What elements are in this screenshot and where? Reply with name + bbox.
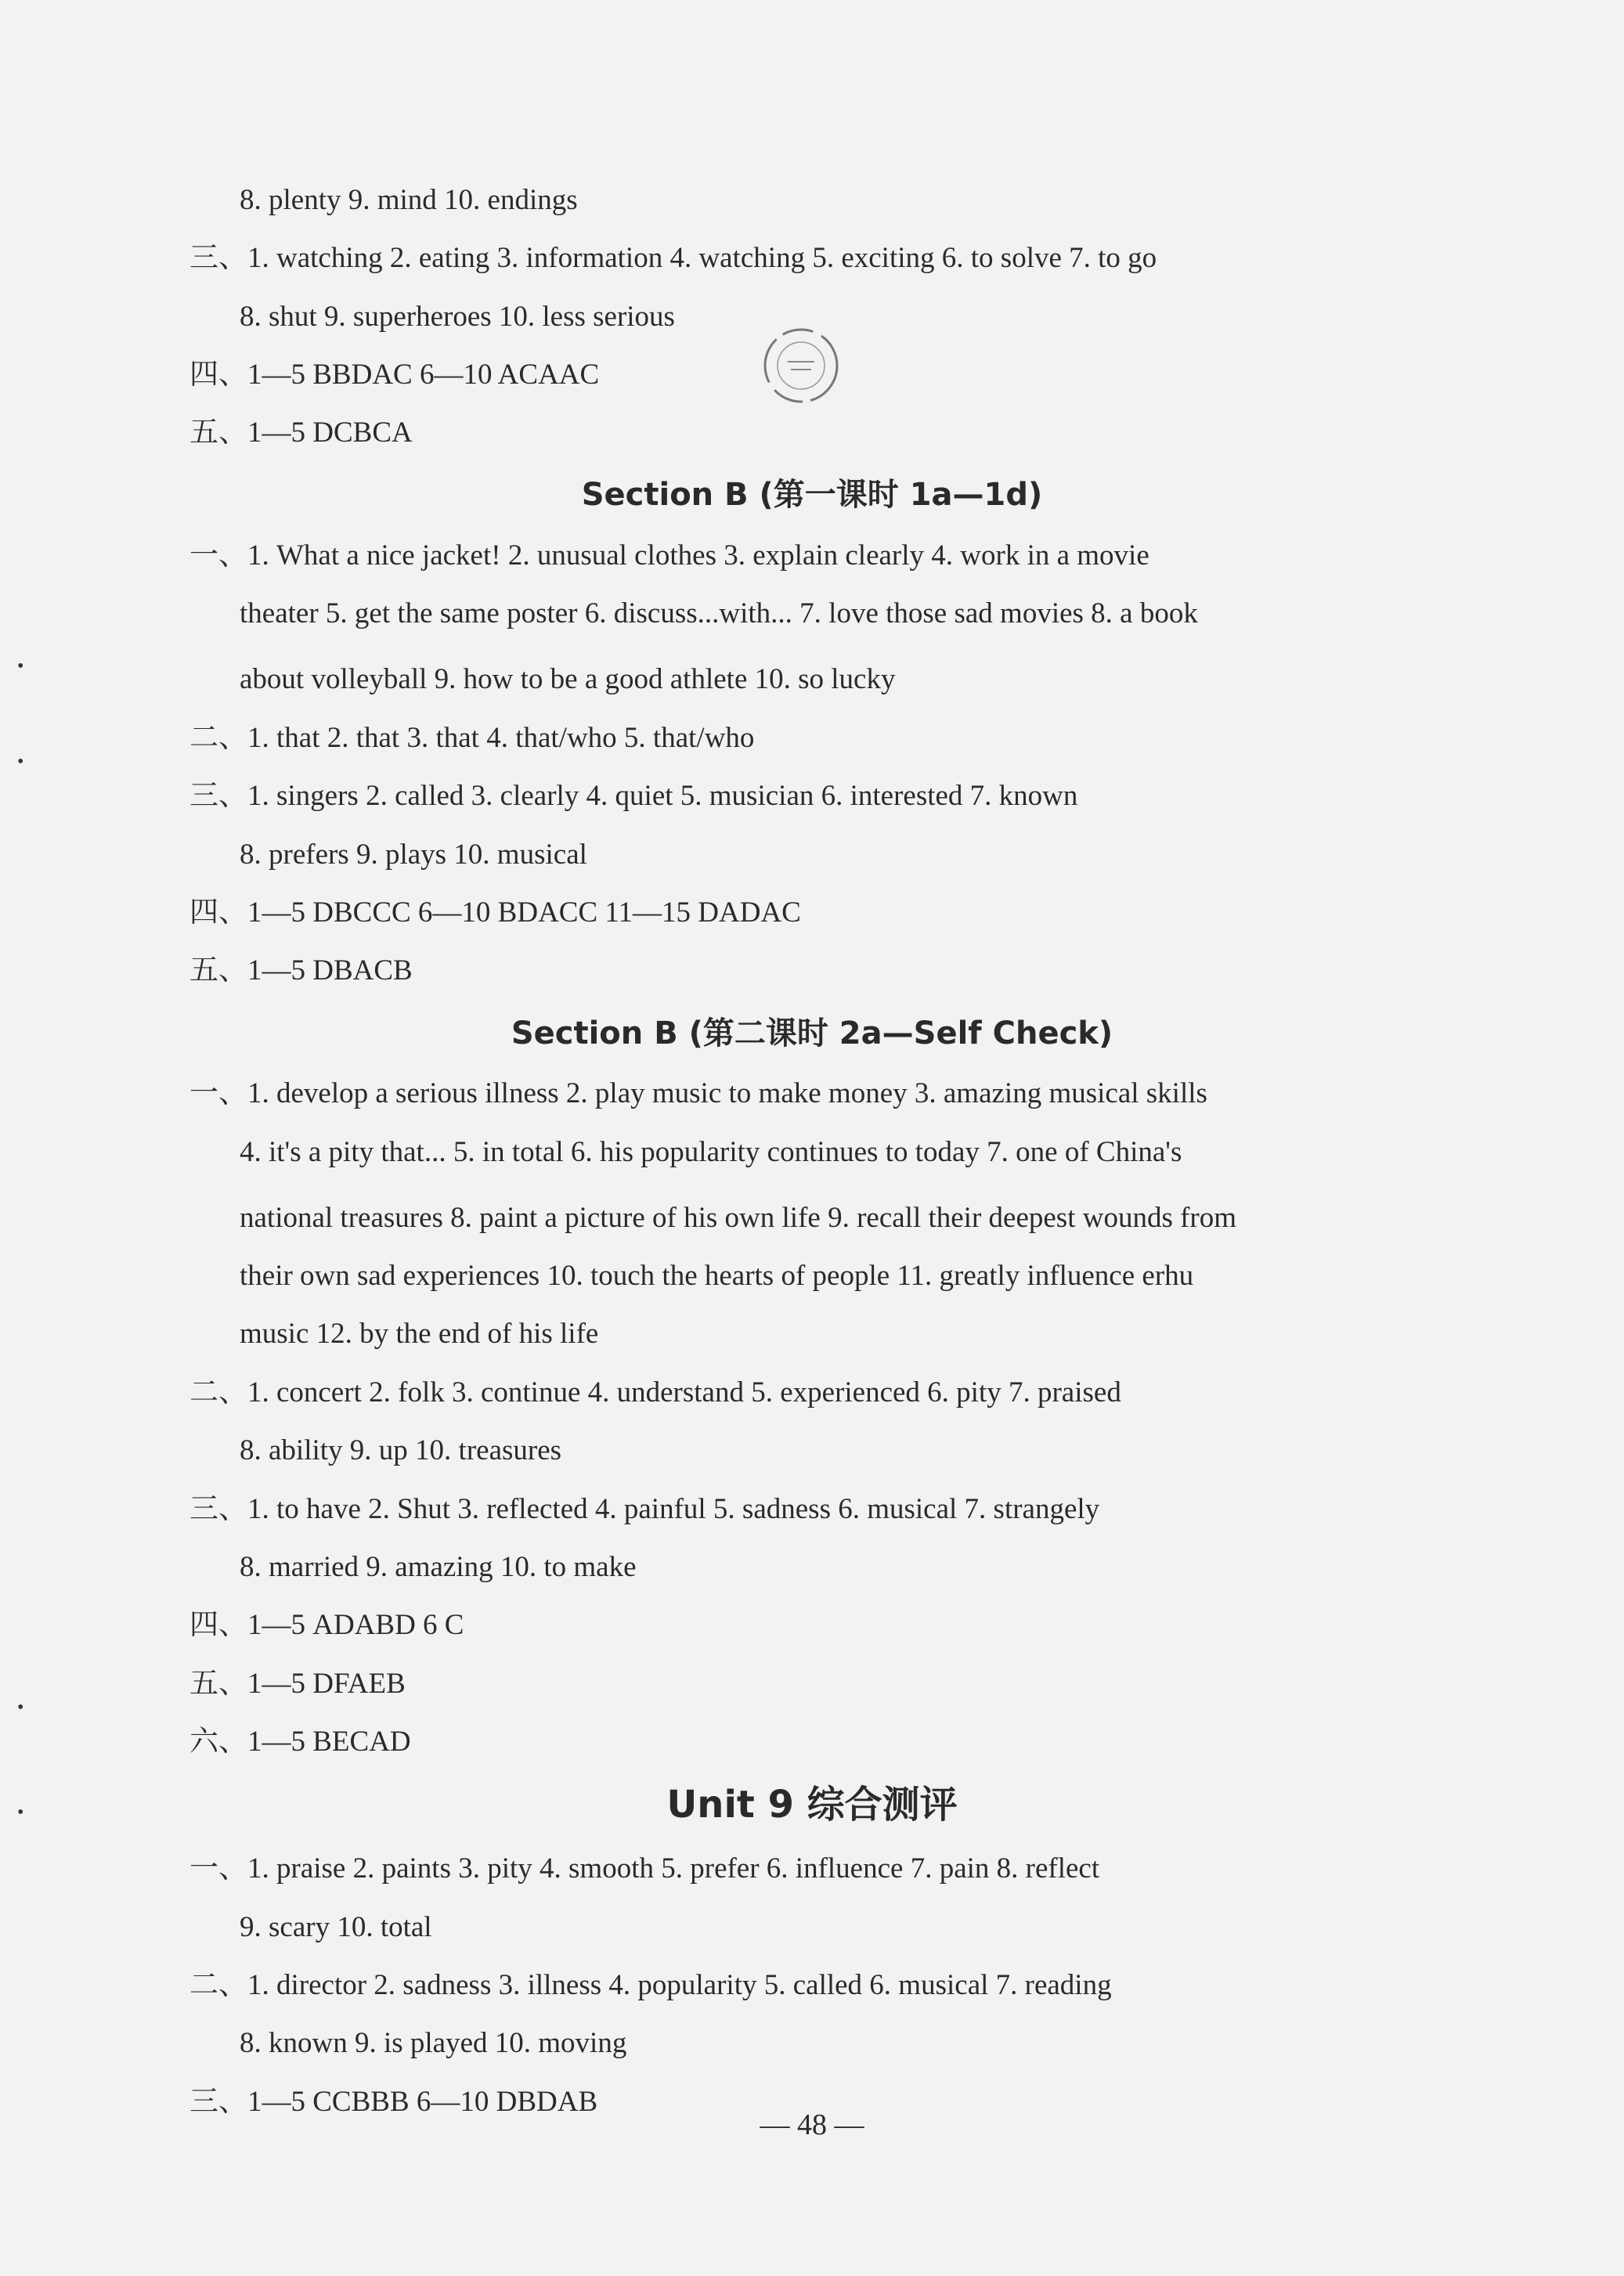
answer-line: 四、1—5 ADABD 6 C — [189, 1609, 464, 1641]
margin-speck: • — [17, 1802, 24, 1823]
answer-line: 二、1. that 2. that 3. that 4. that/who 5. that/who — [189, 722, 755, 754]
answer-line: 8. prefers 9. plays 10. musical — [240, 839, 587, 871]
answer-line: 四、1—5 DBCCC 6—10 BDACC 11—15 DADAC — [189, 896, 801, 929]
watermark-stamp-icon — [758, 323, 844, 409]
answer-line: 一、1. praise 2. paints 3. pity 4. smooth 5. prefer 6. influence 7. pain 8. reflect — [189, 1852, 1100, 1885]
answer-line: 一、1. develop a serious illness 2. play music to make money 3. amazing musical skills — [189, 1077, 1207, 1109]
answer-line: national treasures 8. paint a picture of his own life 9. recall their deepest wounds from — [240, 1202, 1237, 1234]
answer-line: their own sad experiences 10. touch the hearts of people 11. greatly influence erhu — [240, 1260, 1194, 1292]
unit-heading: Unit 9 综合测评 — [666, 1783, 958, 1827]
answer-line: 五、1—5 DFAEB — [189, 1668, 406, 1700]
answer-line: 二、1. director 2. sadness 3. illness 4. popularity 5. called 6. musical 7. reading — [189, 1969, 1112, 2001]
answer-line: 8. known 9. is played 10. moving — [240, 2027, 627, 2059]
answer-line: 六、1—5 BECAD — [189, 1726, 411, 1758]
answer-line: 9. scary 10. total — [240, 1911, 432, 1943]
answer-line: theater 5. get the same poster 6. discuss...with... 7. love those sad movies 8. a book — [240, 597, 1198, 629]
margin-speck: • — [17, 1697, 24, 1718]
answer-line: 三、1. to have 2. Shut 3. reflected 4. painful 5. sadness 6. musical 7. strangely — [189, 1493, 1100, 1525]
answer-line: music 12. by the end of his life — [240, 1318, 599, 1350]
section-heading: Section B (第一课时 1a—1d) — [581, 477, 1043, 513]
section-heading: Section B (第二课时 2a—Self Check) — [511, 1015, 1113, 1051]
answer-line: 8. married 9. amazing 10. to make — [240, 1551, 637, 1583]
answer-line: 三、1—5 CCBBB 6—10 DBDAB — [189, 2086, 598, 2118]
margin-speck: • — [17, 656, 24, 676]
answer-line: 二、1. concert 2. folk 3. continue 4. understand 5. experienced 6. pity 7. praised — [189, 1376, 1121, 1409]
margin-speck: • — [17, 752, 24, 772]
page-number: — 48 — — [760, 2108, 864, 2141]
answer-line: 五、1—5 DBACB — [189, 954, 413, 987]
answer-line: 三、1. watching 2. eating 3. information 4. watching 5. exciting 6. to solve 7. to go — [189, 242, 1157, 274]
answer-line: 四、1—5 BBDAC 6—10 ACAAC — [189, 359, 600, 391]
answer-line: 8. ability 9. up 10. treasures — [240, 1434, 562, 1466]
answer-line: 8. shut 9. superheroes 10. less serious — [240, 301, 675, 333]
answer-line: 8. plenty 9. mind 10. endings — [240, 184, 578, 216]
answer-line: 三、1. singers 2. called 3. clearly 4. quiet 5. musician 6. interested 7. known — [189, 780, 1078, 812]
answer-line: 五、1—5 DCBCA — [189, 417, 413, 449]
answer-line: 一、1. What a nice jacket! 2. unusual clothes 3. explain clearly 4. work in a movie — [189, 539, 1149, 572]
answer-line: 4. it's a pity that... 5. in total 6. his popularity continues to today 7. one of China's — [240, 1136, 1182, 1168]
answer-line: about volleyball 9. how to be a good athlete 10. so lucky — [240, 663, 896, 695]
